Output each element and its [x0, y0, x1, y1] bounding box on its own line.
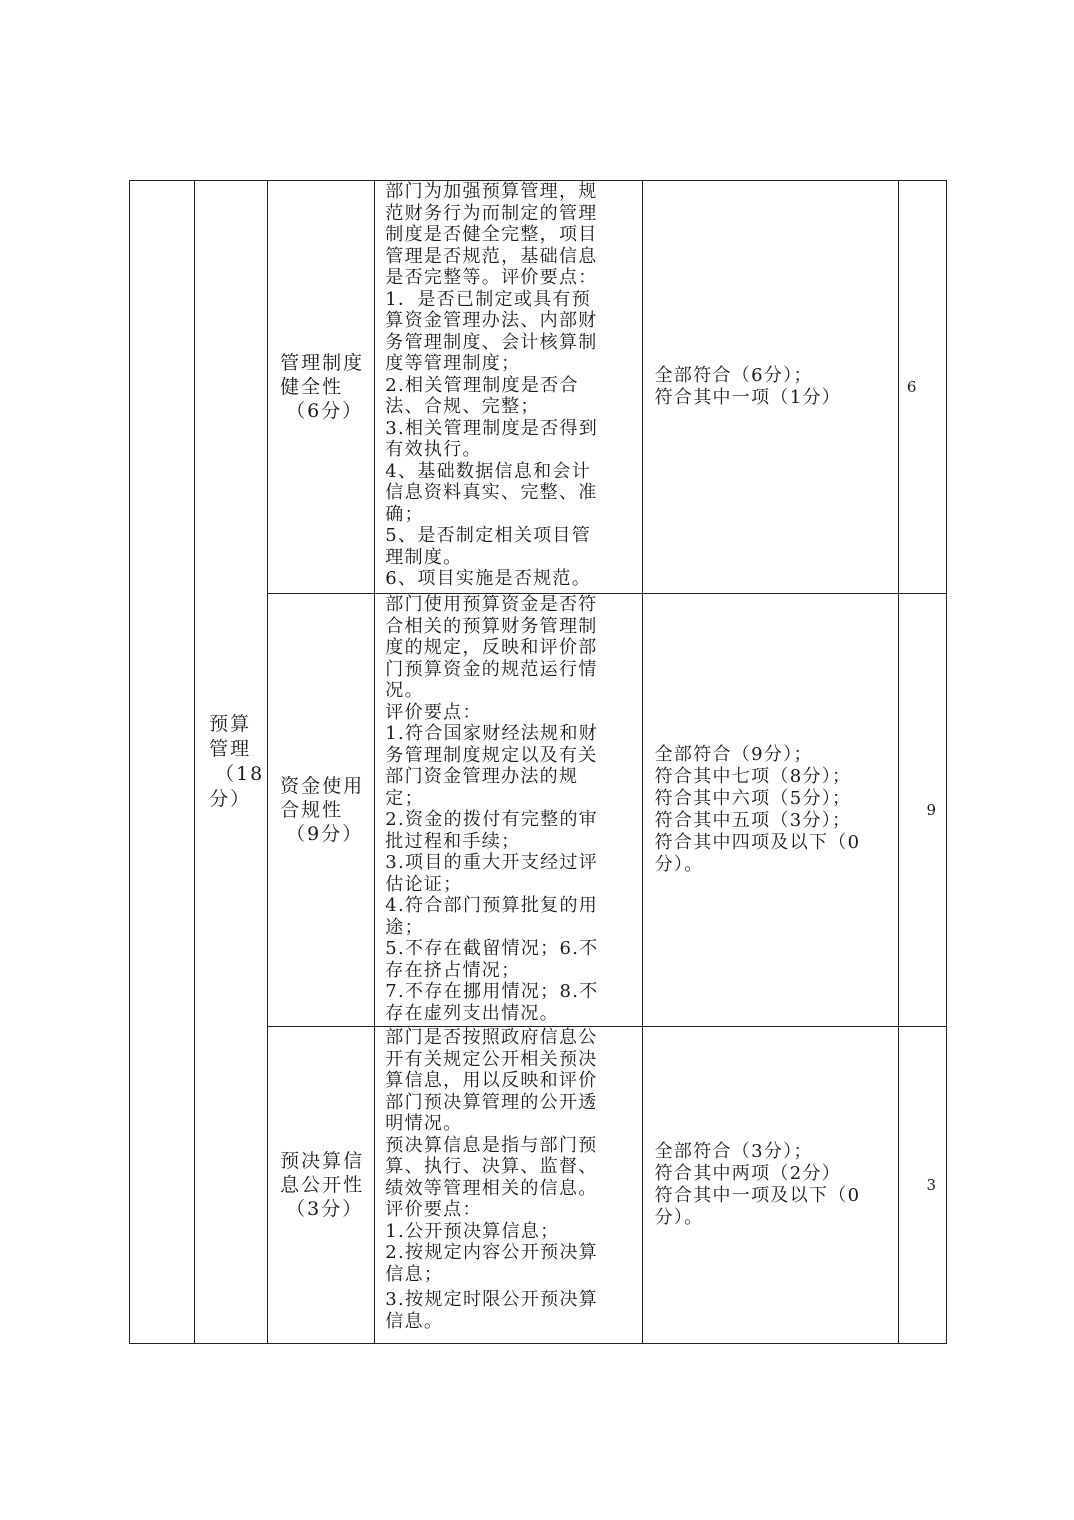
standard-line: 分）。 — [654, 1207, 704, 1228]
description-line: 务管理制度、会计核算制 — [385, 331, 598, 353]
indicator-cell — [268, 594, 375, 1027]
category-line: 分） — [209, 788, 252, 810]
category-cell — [195, 181, 268, 1344]
description-line: 范财务行为而制定的管理 — [385, 202, 598, 224]
description-line: 2.相关管理制度是否合 — [385, 374, 579, 396]
description-line: 算资金管理办法、内部财 — [385, 310, 598, 331]
standard-line: 符合其中五项（3分）； — [654, 810, 852, 831]
score-cell: 3 — [898, 1027, 946, 1344]
description-line: 5、是否制定相关项目管 — [385, 525, 592, 546]
description-line: 1．是否已制定或具有预 — [385, 288, 592, 310]
description-line: 部门预决算管理的公开透 — [385, 1091, 598, 1113]
description-line: 1.公开预决算信息； — [385, 1220, 560, 1242]
description-line: 批过程和手续； — [385, 830, 521, 852]
description-line: 估论证； — [385, 873, 463, 895]
description-line: 6、项目实施是否规范。 — [385, 568, 592, 589]
description-line: 部门是否按照政府信息公 — [385, 1027, 598, 1048]
description-line: 7.不存在挪用情况；8.不 — [385, 981, 599, 1002]
standard-line: 分）。 — [654, 854, 704, 875]
description-line: 算信息，用以反映和评价 — [385, 1070, 598, 1091]
indicator-line: 资金使用 — [280, 775, 365, 797]
standard-line: 符合其中七项（8分）； — [654, 766, 852, 787]
description-line: 管理是否规范，基础信息 — [385, 245, 598, 267]
indicator-cell — [268, 181, 375, 594]
score-cell: 6 — [898, 181, 946, 594]
description-line: 3.按规定时限公开预决算 — [385, 1289, 599, 1310]
description-line: 明情况。 — [385, 1113, 463, 1134]
description-line: 合相关的预算财务管理制 — [385, 615, 598, 637]
indicator-line: （6分） — [286, 400, 364, 422]
description-line: 信息； — [385, 1263, 444, 1285]
description-line: 评价要点： — [385, 1199, 482, 1220]
description-line: 算、执行、决算、监督、 — [385, 1156, 598, 1177]
description-line: 况。 — [385, 680, 424, 701]
description-line: 存在虚列支出情况。 — [385, 1002, 559, 1024]
description-line: 务管理制度规定以及有关 — [385, 744, 598, 766]
description-line: 制度是否健全完整，项目 — [385, 224, 598, 245]
description-cell — [375, 181, 642, 594]
indicator-line: 健全性 — [280, 376, 344, 398]
standard-line: 符合其中一项（1分） — [654, 387, 842, 408]
description-line: 4.符合部门预算批复的用 — [385, 895, 599, 916]
indicator-line: 合规性 — [280, 799, 344, 821]
standard-line: 全部符合（3分）； — [654, 1141, 813, 1162]
description-line: 5.不存在截留情况；6.不 — [385, 938, 599, 959]
description-line: 2.按规定内容公开预决算 — [385, 1242, 599, 1263]
indicator-line: 息公开性 — [280, 1174, 365, 1196]
category-line: （18 — [215, 763, 265, 785]
description-cell — [375, 594, 642, 1027]
category-line: 预算 — [209, 713, 252, 735]
description-line: 途； — [385, 916, 424, 938]
description-line: 3.项目的重大开支经过评 — [385, 852, 599, 873]
indicator-line: （3分） — [286, 1198, 364, 1220]
standard-cell — [642, 594, 898, 1027]
standard-line: 符合其中四项及以下（0 — [654, 832, 861, 853]
standard-line: 全部符合（6分）； — [654, 365, 813, 386]
description-line: 有效执行。 — [385, 439, 482, 460]
description-line: 定； — [385, 787, 424, 809]
indicator-cell — [268, 1027, 375, 1344]
description-line: 绩效等管理相关的信息。 — [385, 1177, 598, 1199]
category-line: 管理 — [209, 738, 252, 760]
description-line: 2.资金的拨付有完整的审 — [385, 809, 599, 830]
description-line: 预决算信息是指与部门预 — [385, 1134, 598, 1156]
description-line: 信息资料真实、完整、准 — [385, 482, 598, 503]
description-line: 开有关规定公开相关预决 — [385, 1048, 598, 1070]
description-line: 信息。 — [385, 1310, 444, 1332]
description-line: 法、合规、完整； — [385, 396, 540, 417]
indicator-line: 预决算信 — [280, 1150, 365, 1172]
description-cell — [375, 1027, 642, 1344]
description-line: 1.符合国家财经法规和财 — [385, 723, 599, 744]
description-line: 3.相关管理制度是否得到 — [385, 417, 599, 439]
standard-cell — [642, 1027, 898, 1344]
description-line: 评价要点： — [385, 701, 482, 723]
description-line: 是否完整等。评价要点： — [385, 267, 598, 288]
indicator-line: 管理制度 — [280, 352, 365, 374]
standard-cell — [642, 181, 898, 594]
standard-line: 全部符合（9分）； — [654, 744, 813, 765]
description-line: 部门为加强预算管理，规 — [385, 181, 598, 202]
standard-line: 符合其中一项及以下（0 — [654, 1185, 861, 1206]
description-line: 度等管理制度； — [385, 353, 521, 374]
table-row — [130, 181, 947, 594]
first-level-cell — [130, 181, 195, 1344]
description-line: 存在挤占情况； — [385, 959, 521, 981]
indicator-line: （9分） — [286, 823, 364, 845]
description-line: 确； — [385, 503, 424, 525]
description-line: 4、基础数据信息和会计 — [385, 460, 592, 482]
score-cell: 9 — [898, 594, 946, 1027]
description-line: 部门资金管理办法的规 — [385, 766, 579, 787]
description-line: 部门使用预算资金是否符 — [385, 594, 598, 615]
standard-line: 符合其中两项（2分） — [654, 1163, 842, 1184]
standard-line: 符合其中六项（5分）； — [654, 788, 852, 809]
evaluation-table — [129, 180, 947, 1344]
description-line: 理制度。 — [385, 546, 463, 568]
description-line: 门预算资金的规范运行情 — [385, 658, 598, 680]
description-line: 度的规定，反映和评价部 — [385, 637, 598, 658]
